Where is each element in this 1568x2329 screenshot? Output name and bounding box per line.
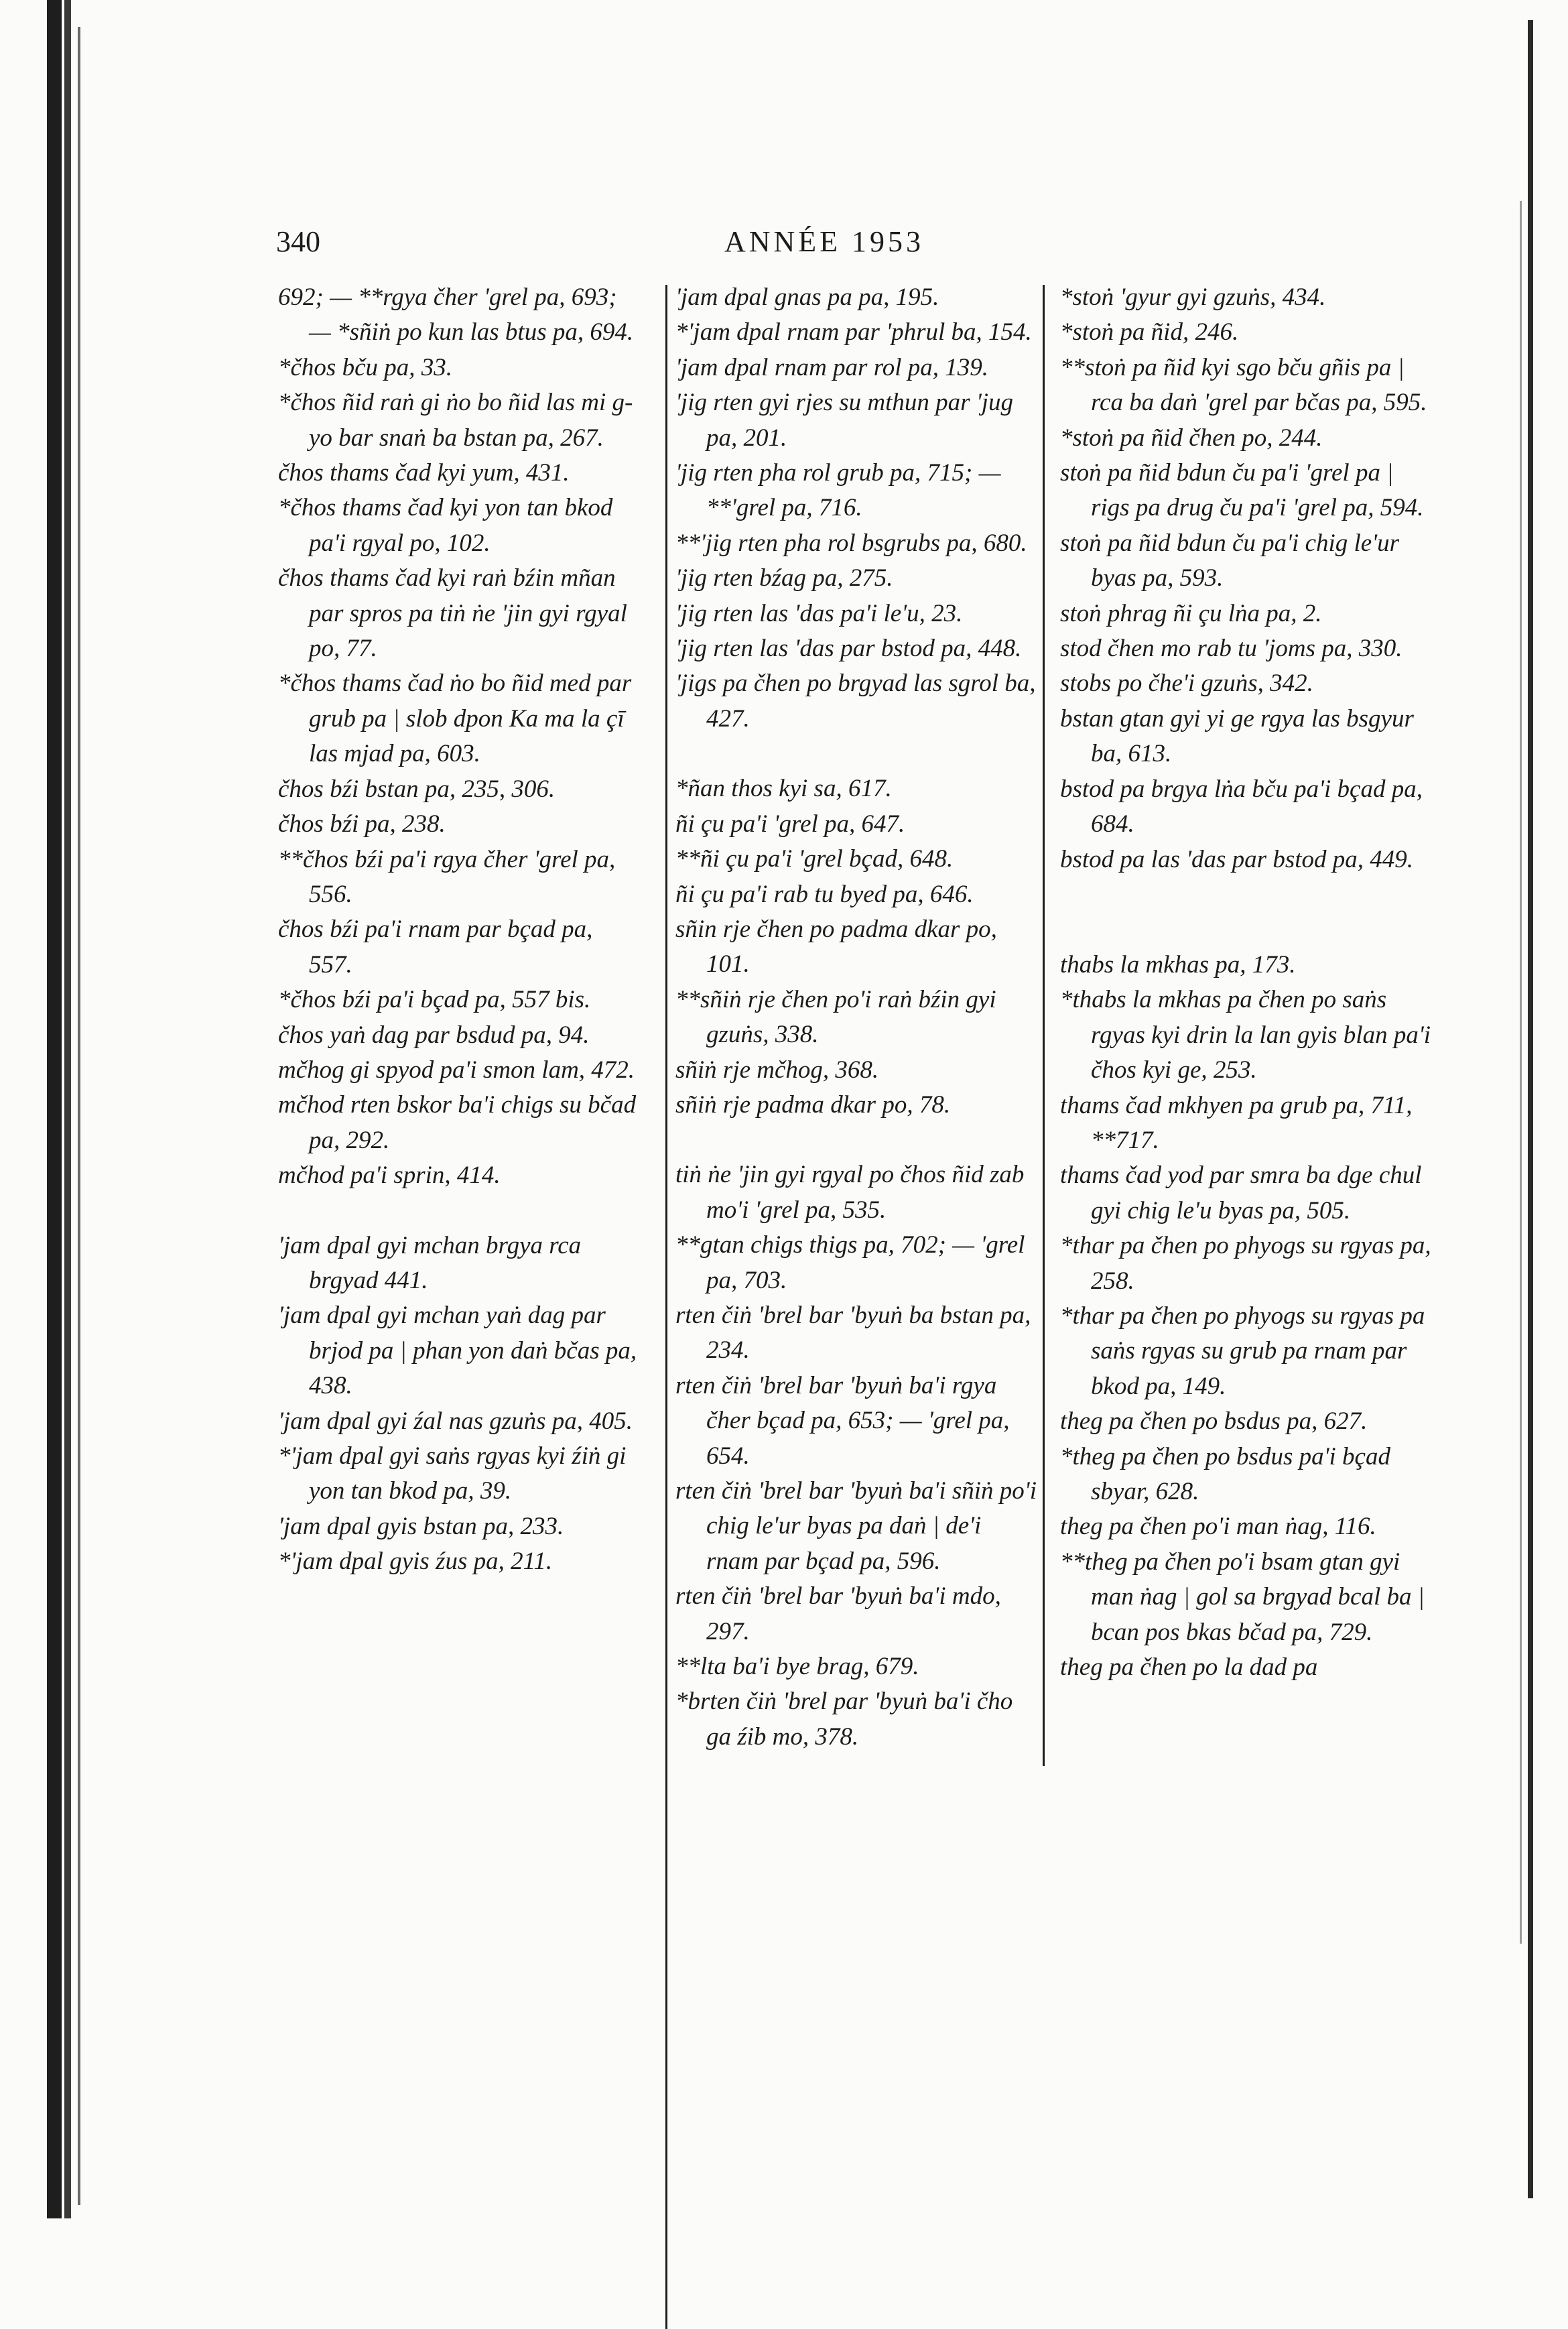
index-entry: *čhos ñid raṅ gi ṅo bo ñid las mi g-yo bar snaṅ ba bstan pa, 267.	[278, 389, 633, 452]
index-entry: rten čiṅ 'brel bar 'byuṅ ba'i mdo, 297.	[675, 1582, 1001, 1645]
index-entry: 'jam dpal gyi mchan brgya rca brgyad 441.	[278, 1231, 582, 1294]
index-entry: stoṅ pa ñid bdun ču pa'i chig le'ur byas pa, 593.	[1060, 529, 1400, 592]
index-column-1	[278, 280, 640, 1580]
index-entry: stobs po čhe'i gzuṅs, 342.	[1060, 670, 1313, 698]
index-entry: *čhos bču pa, 33.	[278, 353, 452, 381]
index-entry: 'jig rten gyi rjes su mthun par 'jug pa, 201.	[675, 389, 1014, 452]
section-gap	[278, 1194, 640, 1229]
section-gap	[675, 1123, 1037, 1157]
index-entry: theg pa čhen po'i man ṅag, 116.	[1060, 1513, 1376, 1541]
index-entry: mčhod rten bskor ba'i chigs su bčad pa, 292.	[278, 1091, 637, 1154]
index-entry: *ñan thos kyi sa, 617.	[675, 775, 892, 803]
index-entry: 'jig rten las 'das par bstod pa, 448.	[675, 635, 1022, 663]
index-entry: *thabs la mkhas pa čhen po saṅs rgyas kyi drin la lan gyis blan pa'i čhos kyi ge, 253.	[1060, 986, 1431, 1084]
index-entry: *thar pa čhen po phyogs su rgyas pa saṅs rgyas su grub pa rnam par bkod pa, 149.	[1060, 1302, 1425, 1400]
index-entry: **'jig rten pha rol bsgrubs pa, 680.	[675, 529, 1027, 557]
index-entry: 'jig rten pha rol grub pa, 715; — **'grel pa, 716.	[675, 459, 1001, 522]
running-title: ANNÉE 1953	[724, 225, 925, 258]
index-entry: **lta ba'i bye brag, 679.	[675, 1653, 919, 1681]
index-entry: *čhos bźi pa'i bçad pa, 557 bis.	[278, 986, 591, 1014]
index-entry: *stoṅ pa ñid čhen po, 244.	[1060, 424, 1323, 452]
index-entry: *brten čiṅ 'brel par 'byuṅ ba'i čho ga źib mo, 378.	[675, 1688, 1013, 1751]
index-entry: čhos bźi pa'i rnam par bçad pa, 557.	[278, 916, 593, 979]
index-entry: čhos bźi bstan pa, 235, 306.	[278, 775, 556, 803]
section-gap	[1060, 877, 1435, 948]
index-entry: bstod pa las 'das par bstod pa, 449.	[1060, 845, 1413, 873]
index-entry: *stoṅ pa ñid, 246.	[1060, 318, 1239, 347]
index-entry: mčhod pa'i sprin, 414.	[278, 1161, 501, 1190]
index-entry: sñiṅ rje mčhog, 368.	[675, 1056, 879, 1084]
index-entry: ñi çu pa'i rab tu byed pa, 646.	[675, 880, 974, 908]
index-entry: thabs la mkhas pa, 173.	[1060, 950, 1296, 979]
index-entry: stoṅ phrag ñi çu lṅa pa, 2.	[1060, 599, 1322, 627]
index-entry: čhos yaṅ dag par bsdud pa, 94.	[278, 1021, 590, 1049]
index-entry: čhos thams čad kyi raṅ bźin mñan par spros pa tiṅ ṅe 'jin gyi rgyal po, 77.	[278, 564, 627, 663]
index-entry: tiṅ ṅe 'jin gyi rgyal po čhos ñid zab mo'i 'grel pa, 535.	[675, 1161, 1025, 1224]
index-entry: 'jigs pa čhen po brgyad las sgrol ba, 427.	[675, 670, 1036, 733]
index-entry: *čhos thams čad kyi yon tan bkod pa'i rgyal po, 102.	[278, 494, 613, 557]
index-entry: **stoṅ pa ñid kyi sgo bču gñis pa | rca ba daṅ 'grel par bčas pa, 595.	[1060, 353, 1427, 417]
index-entry: stoṅ pa ñid bdun ču pa'i 'grel pa | rigs pa drug ču pa'i 'grel pa, 594.	[1060, 459, 1424, 522]
right-page-edge-shadow	[1520, 201, 1522, 1944]
index-entry: theg pa čhen po bsdus pa, 627.	[1060, 1407, 1368, 1436]
index-entry: *'jam dpal rnam par 'phrul ba, 154.	[675, 318, 1032, 347]
index-entry: thams čad yod par smra ba dge chul gyi chig le'u byas pa, 505.	[1060, 1161, 1422, 1224]
index-entry: *thar pa čhen po phyogs su rgyas pa, 258.	[1060, 1232, 1431, 1295]
index-entry: 'jam dpal gyis bstan pa, 233.	[278, 1512, 564, 1540]
index-entry: stod čhen mo rab tu 'joms pa, 330.	[1060, 635, 1402, 663]
column-rule-1	[665, 285, 667, 2329]
index-entry: *čhos thams čad ṅo bo ñid med par grub pa | slob dpon Ka ma la çī las mjad pa, 603.	[278, 670, 632, 768]
right-page-edge	[1528, 20, 1533, 2198]
index-entry: theg pa čhen po la dad pa	[1060, 1653, 1318, 1682]
index-entry: 'jam dpal rnam par rol pa, 139.	[675, 353, 989, 381]
index-entry: 'jig rten las 'das pa'i le'u, 23.	[675, 599, 963, 627]
index-entry: *stoṅ 'gyur gyi gzuṅs, 434.	[1060, 284, 1326, 311]
index-entry: **čhos bźi pa'i rgya čher 'grel pa, 556.	[278, 845, 616, 908]
index-entry: 692; — **rgya čher 'grel pa, 693; — *sñiṅ po kun las btus pa, 694.	[278, 284, 634, 347]
column-rule-2	[1043, 285, 1045, 1766]
index-entry: 'jam dpal gyi mchan yaṅ dag par brjod pa | phan yon daṅ bčas pa, 438.	[278, 1302, 637, 1400]
index-entry: čhos bźi pa, 238.	[278, 810, 446, 838]
index-entry: 'jam dpal gnas pa pa, 195.	[675, 284, 939, 311]
index-entry: **theg pa čhen po'i bsam gtan gyi man ṅag | gol sa brgyad bcal ba | bcan pos bkas bčad pa, 729.	[1060, 1548, 1425, 1646]
index-entry: **gtan chigs thigs pa, 702; — 'grel pa, 703.	[675, 1231, 1025, 1294]
index-entry: bstod pa brgya lṅa bču pa'i bçad pa, 684.	[1060, 775, 1423, 838]
index-entry: 'jam dpal gyi źal nas gzuṅs pa, 405.	[278, 1407, 633, 1435]
index-entry: rten čiṅ 'brel bar 'byuṅ ba'i sñiṅ po'i chig le'ur byas pa daṅ | de'i rnam par bçad pa, 596.	[675, 1477, 1037, 1575]
index-entry: *'jam dpal gyis źus pa, 211.	[278, 1548, 553, 1576]
page-number: 340	[276, 225, 320, 258]
index-entry: *'jam dpal gyi saṅs rgyas kyi źiṅ gi yon tan bkod pa, 39.	[278, 1442, 627, 1505]
binding-shadow-inner	[64, 0, 71, 2218]
index-entry: sñiṅ rje padma dkar po, 78.	[675, 1090, 951, 1119]
index-entry: 'jig rten bźag pa, 275.	[675, 564, 893, 592]
index-entry: čhos thams čad kyi yum, 431.	[278, 459, 570, 487]
index-entry: sñin rje čhen po padma dkar po, 101.	[675, 915, 997, 979]
index-entry: rten čiṅ 'brel bar 'byuṅ ba bstan pa, 234.	[675, 1301, 1031, 1365]
binding-shadow	[47, 0, 62, 2218]
index-entry: rten čiṅ 'brel bar 'byuṅ ba'i rgya čher bçad pa, 653; — 'grel pa, 654.	[675, 1371, 1010, 1470]
index-entry: ñi çu pa'i 'grel pa, 647.	[675, 810, 905, 838]
index-entry: mčhog gi spyod pa'i smon lam, 472.	[278, 1056, 635, 1084]
index-entry: *theg pa čhen po bsdus pa'i bçad sbyar, 628.	[1060, 1442, 1390, 1505]
index-entry: **sñiṅ rje čhen po'i raṅ bźin gyi gzuṅs, 338.	[675, 985, 996, 1049]
index-entry: bstan gtan gyi yi ge rgya las bsgyur ba, 613.	[1060, 704, 1414, 768]
binding-edge	[78, 27, 80, 2205]
index-column-3	[1060, 280, 1435, 1685]
index-entry: **ñi çu pa'i 'grel bçad, 648.	[675, 845, 954, 873]
index-column-2	[675, 280, 1037, 1755]
section-gap	[675, 737, 1037, 771]
index-entry: thams čad mkhyen pa grub pa, 711, **717.	[1060, 1091, 1413, 1154]
